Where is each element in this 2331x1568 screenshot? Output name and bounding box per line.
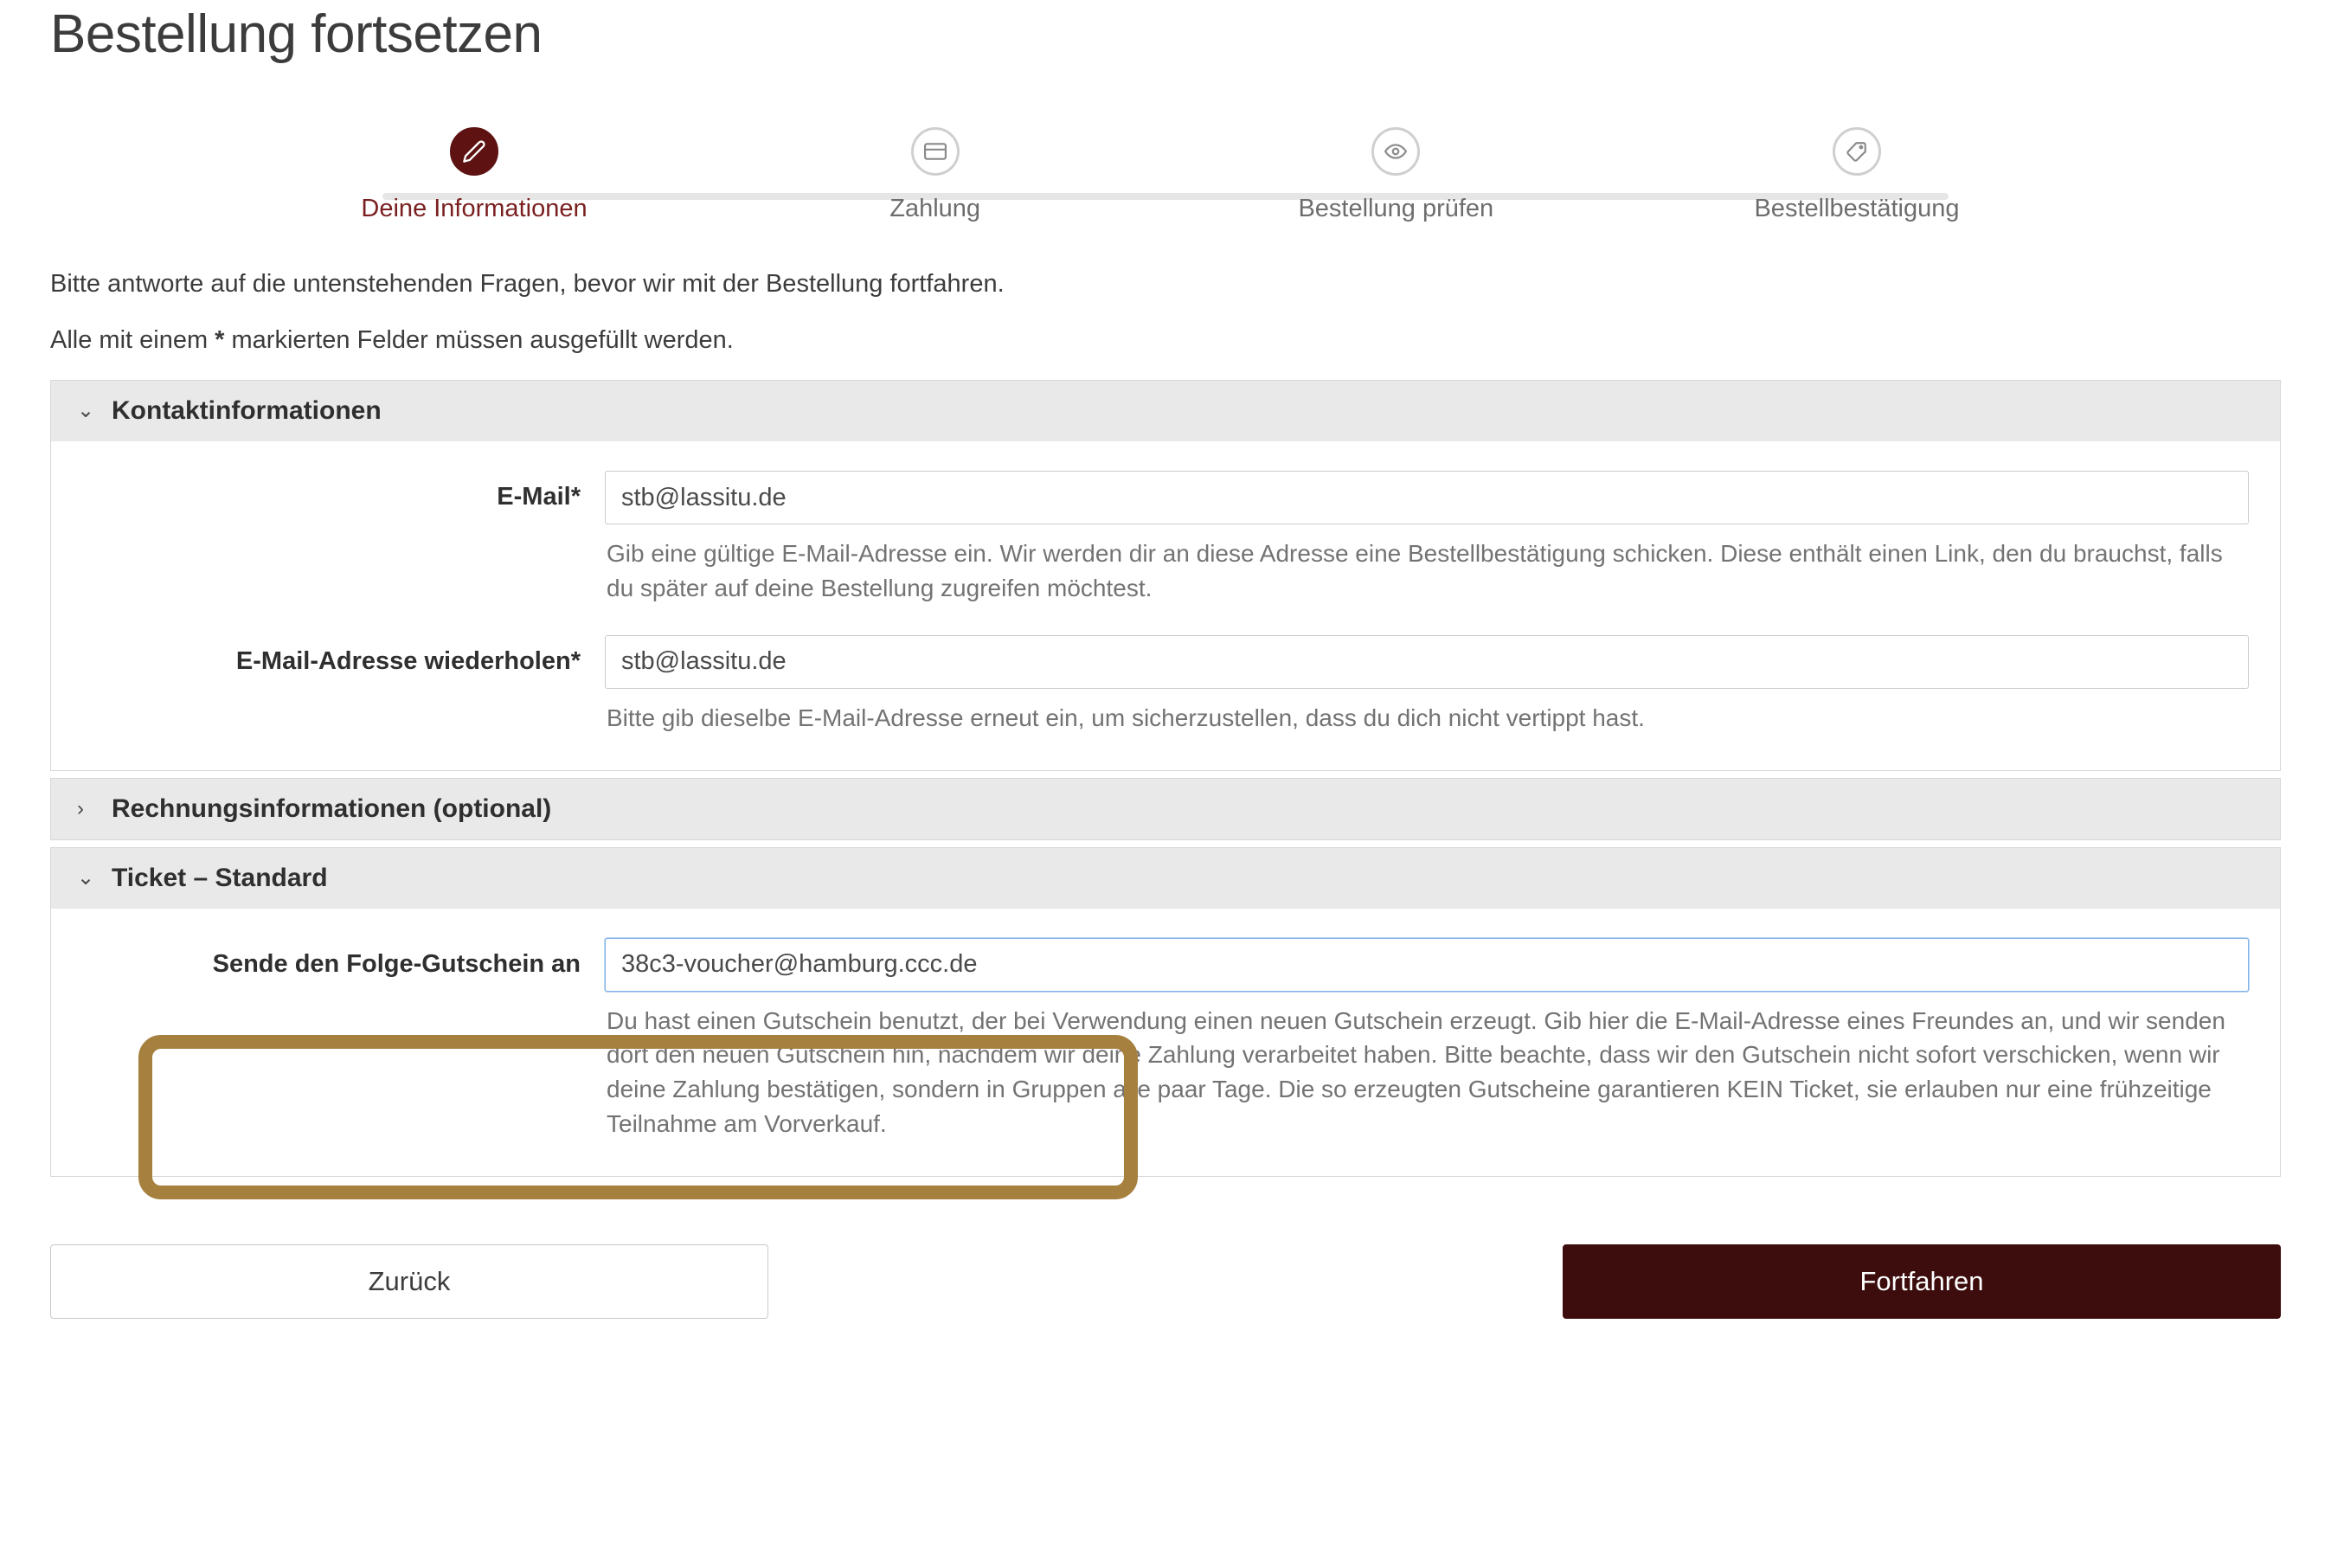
voucher-email-input[interactable]: [605, 938, 2249, 992]
continue-button[interactable]: Fortfahren: [1563, 1244, 2281, 1319]
panel-title: Ticket – Standard: [112, 863, 328, 892]
intro-line-1: Bitte antworte auf die untenstehenden Fragen, bevor wir mit der Bestellung fortfahren.: [50, 270, 1005, 298]
required-star: *: [570, 483, 581, 511]
intro-line-2-before: Alle mit einem: [50, 326, 215, 355]
panel-ticket-standard: [50, 847, 2281, 1177]
email-repeat-input[interactable]: [605, 635, 2249, 689]
voucher-help-text: Du hast einen Gutschein benutzt, der bei Verwendung einen neuen Gutschein erzeugt. Gib hier die E-Mail-Adresse eines Freundes an, und wir senden dort den neuen Gutschein hin, nachdem wir deine Zahlung verarbeitet haben. Bitte beachte, dass wir den Gutschein nicht sofort verschicken, wenn wir deine Zahlung bestätigen, sondern in Gruppen alle paar Tage. Die so erzeugten Gutscheine garantieren KEIN Ticket, sie erlauben nur eine frühzeitige Teilnahme am Vorverkauf.: [607, 1006, 2225, 1137]
field-label-folge-gutschein: Sende den Folge-Gutschein an: [212, 949, 581, 978]
chevron-down-icon: ⌄: [77, 399, 95, 423]
step-zahlung[interactable]: [797, 127, 1074, 223]
step-label: Bestellbestätigung: [1754, 195, 1960, 222]
label-text: E-Mail: [497, 483, 571, 511]
credit-card-icon: [911, 127, 960, 176]
required-star: *: [215, 326, 225, 355]
step-bestellung-pruefen[interactable]: [1257, 127, 1534, 223]
panel-header-ticket-standard[interactable]: [51, 848, 2280, 909]
field-folge-gutschein: [51, 938, 2280, 1141]
email-help-text: Gib eine gültige E-Mail-Adresse ein. Wir werden dir an diese Adresse eine Bestellbestätigung schicken. Diese enthält einen Link, den du brauchst, falls du später auf deine Bestellung zugreifen möchtest.: [607, 540, 2223, 602]
intro-text: [50, 267, 2281, 357]
intro-line-2: [50, 324, 2281, 357]
panel-rechnungsinformationen: [50, 778, 2281, 840]
pencil-icon: [450, 127, 498, 176]
panel-title: Rechnungsinformationen (optional): [112, 794, 552, 823]
intro-line-2-after: markierten Felder müssen ausgefüllt werden.: [224, 326, 734, 355]
step-label: Zahlung: [889, 195, 981, 222]
email-input[interactable]: [605, 471, 2249, 524]
checkout-stepper: [50, 127, 2281, 248]
back-button[interactable]: Zurück: [50, 1244, 768, 1319]
field-email-repeat: [51, 635, 2280, 736]
step-label: Bestellung prüfen: [1298, 195, 1494, 222]
panel-title: Kontaktinformationen: [112, 396, 382, 426]
ticket-icon: [1833, 127, 1881, 176]
label-text: E-Mail-Adresse wiederholen: [235, 646, 571, 675]
form-footer: [50, 1244, 2281, 1319]
field-label-email-repeat: [51, 635, 605, 676]
step-deine-informationen[interactable]: [336, 127, 613, 223]
field-label-email: [51, 471, 605, 511]
required-star: *: [570, 646, 581, 675]
panel-header-kontaktinformationen[interactable]: [51, 381, 2280, 441]
step-bestellbestaetigung[interactable]: [1718, 127, 1995, 223]
panel-kontaktinformationen: [50, 380, 2281, 770]
panel-header-rechnungsinformationen[interactable]: [51, 779, 2280, 839]
email-repeat-help-text: Bitte gib dieselbe E-Mail-Adresse erneut ein, um sicherzustellen, dass du dich nicht vertippt hast.: [607, 704, 1645, 731]
step-label: Deine Informationen: [361, 195, 588, 222]
field-email: [51, 471, 2280, 606]
page-title: Bestellung fortsetzen: [50, 4, 543, 64]
chevron-down-icon: ⌄: [77, 865, 95, 890]
chevron-right-icon: ›: [77, 796, 84, 820]
eye-icon: [1371, 127, 1420, 176]
